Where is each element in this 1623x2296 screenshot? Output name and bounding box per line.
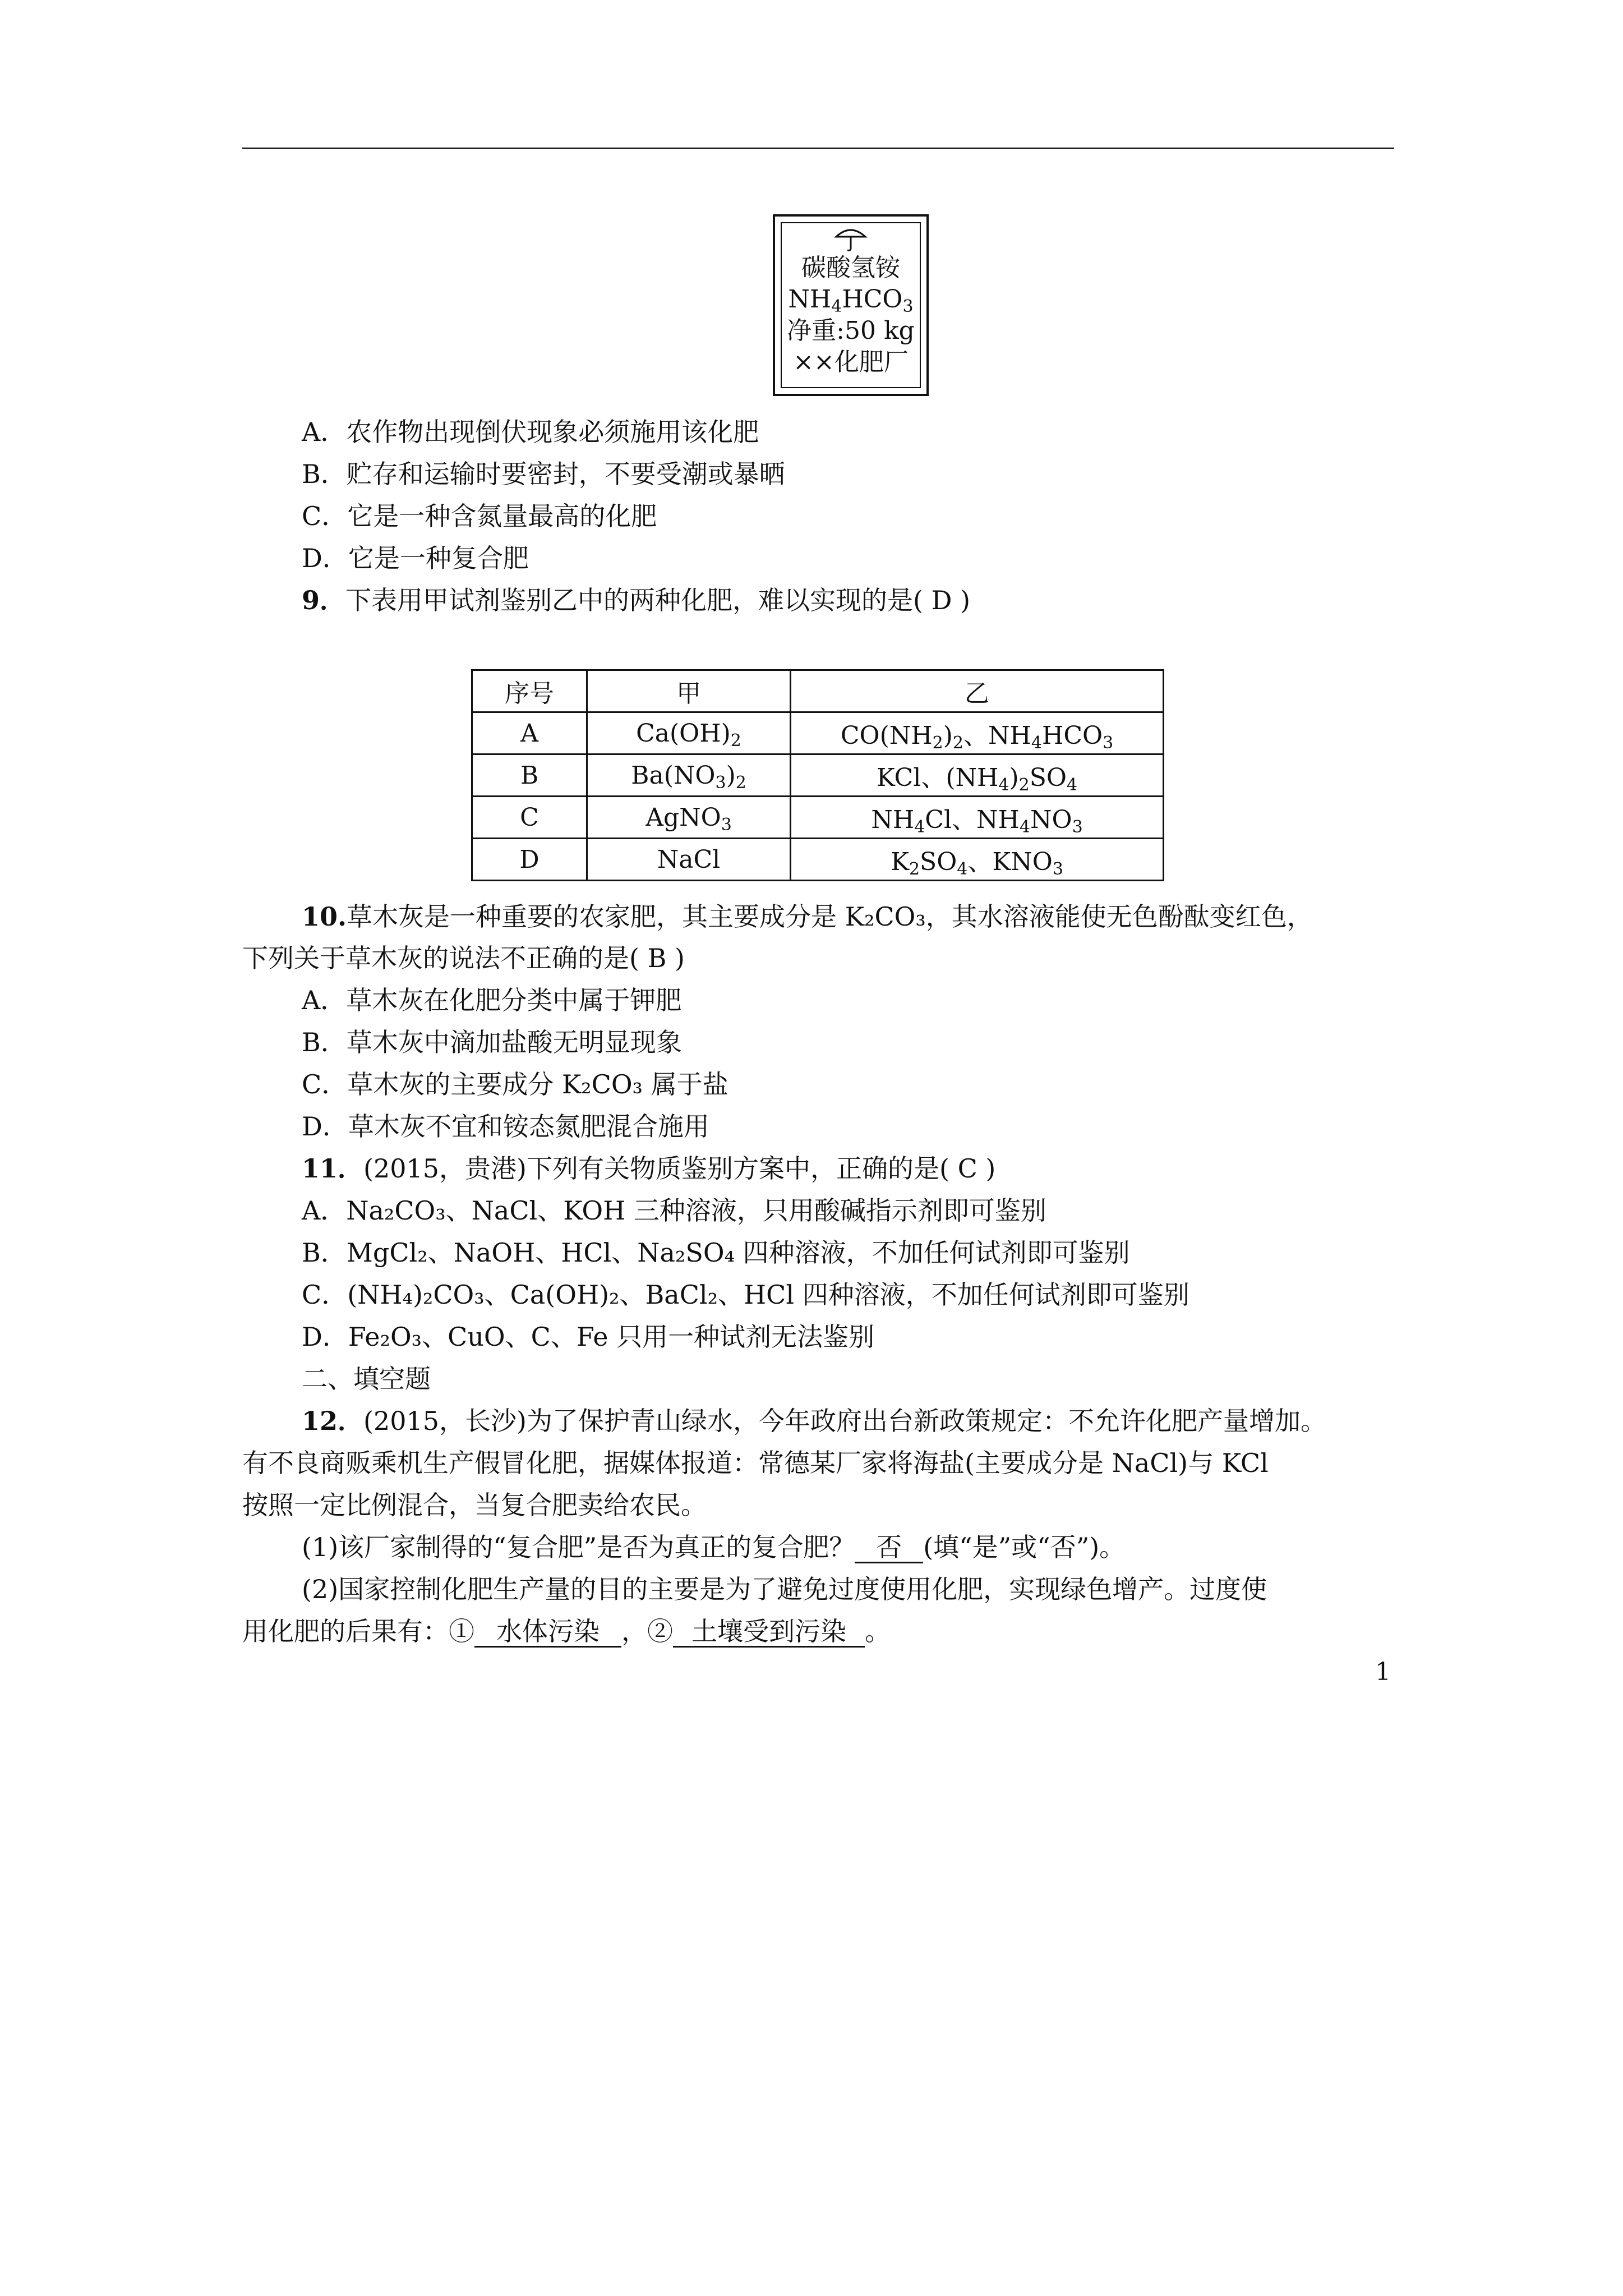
- label-top-weight: 净重:50 kg: [787, 316, 915, 345]
- table-cell: $Ca(OH)_2$: [587, 712, 791, 754]
- q10-line1: 10.草木灰是一种重要的农家肥，其主要成分是 K₂CO₃，其水溶液能使无色酚酞变红色，: [302, 901, 1313, 932]
- q10-option-d: D．草木灰不宜和铵态氮肥混合施用: [302, 1111, 709, 1142]
- q10-line2: 下列关于草木灰的说法不正确的是( B ): [242, 943, 685, 973]
- q9-answer: D: [931, 585, 952, 615]
- table-cell: KCl、$(NH_4)_2SO_4$: [791, 754, 1164, 797]
- q12-line3: 按照一定比例混合，当复合肥卖给农民。: [242, 1490, 707, 1520]
- table-header-cell: 序号: [472, 670, 587, 712]
- q8-option-c: C．它是一种含氮量最高的化肥: [302, 501, 657, 531]
- table-row: [472, 754, 1164, 797]
- q11-option-c: C．(NH₄)₂CO₃、Ca(OH)₂、BaCl₂、HCl 四种溶液，不加任何试剂即可鉴别: [302, 1280, 1189, 1310]
- q11-option-a: A．Na₂CO₃、NaCl、KOH 三种溶液，只用酸碱指示剂即可鉴别: [302, 1195, 1046, 1226]
- table-cell: $NH_4Cl$、$NH_4NO_3$: [791, 797, 1164, 839]
- q11-option-d: D．Fe₂O₃、CuO、C、Fe 只用一种试剂无法鉴别: [302, 1322, 875, 1352]
- table-row: [472, 797, 1164, 839]
- table-cell: $CO(NH_2)_2$、$NH_4HCO_3$: [791, 712, 1164, 754]
- q12-part1: (1)该厂家制得的“复合肥”是否为真正的复合肥？ 否 (填“是”或“否”)。: [302, 1532, 1126, 1562]
- q12-line1: 12．(2015，长沙)为了保护青山绿水，今年政府出台新政策规定：不允许化肥产量增加。: [302, 1406, 1326, 1436]
- table-header-cell: 甲: [587, 670, 791, 712]
- q10-option-c: C．草木灰的主要成分 K₂CO₃ 属于盐: [302, 1069, 728, 1099]
- q10-option-a: A．草木灰在化肥分类中属于钾肥: [302, 985, 682, 1015]
- q12-answer3: 土壤受到污染: [673, 1617, 865, 1648]
- q11-answer: C: [957, 1153, 978, 1184]
- header-rule: [242, 148, 1394, 149]
- fertilizer-label-top: [773, 214, 929, 396]
- umbrella-icon: [775, 217, 926, 252]
- table-row: [472, 712, 1164, 754]
- q12-line2: 有不良商贩乘机生产假冒化肥，据媒体报道：常德某厂家将海盐(主要成分是 NaCl)与 KCl: [242, 1448, 1269, 1478]
- label-top-name: 碳酸氢铵: [801, 254, 900, 282]
- q10-option-b: B．草木灰中滴加盐酸无明显现象: [302, 1027, 682, 1057]
- table-cell: $Ba(NO_3)_2$: [587, 754, 791, 797]
- q12-answer1: 否: [855, 1533, 923, 1563]
- q11-stem: 11．(2015，贵港)下列有关物质鉴别方案中，正确的是( C ): [302, 1153, 996, 1184]
- q8-option-b: B．贮存和运输时要密封，不要受潮或暴晒: [302, 459, 785, 489]
- table-cell: $K_2SO_4$、$KNO_3$: [791, 839, 1164, 881]
- section-heading: 二、填空题: [302, 1364, 431, 1394]
- q12-answer2: 水体污染: [474, 1617, 621, 1648]
- label-top-formula: $NH_4HCO_3$: [788, 285, 914, 316]
- page-number: 1: [1375, 1658, 1391, 1686]
- table-cell: D: [472, 839, 587, 881]
- label-top-factory: ××化肥厂: [793, 348, 909, 376]
- table-header-cell: 乙: [791, 670, 1164, 712]
- table-cell: B: [472, 754, 587, 797]
- q11-option-b: B．MgCl₂、NaOH、HCl、Na₂SO₄ 四种溶液，不加任何试剂即可鉴别: [302, 1237, 1130, 1268]
- q10-answer: B: [647, 943, 667, 973]
- q8-option-a: A．农作物出现倒伏现象必须施用该化肥: [302, 417, 759, 447]
- q12-part2-line2: 用化肥的后果有：① 水体污染 ，② 土壤受到污染 。: [242, 1616, 891, 1646]
- table-cell: A: [472, 712, 587, 754]
- q9-table: [471, 669, 1164, 881]
- q8-option-d: D．它是一种复合肥: [302, 543, 529, 573]
- q9-stem: 9．下表用甲试剂鉴别乙中的两种化肥，难以实现的是( D ): [302, 585, 971, 615]
- table-header-row: [472, 670, 1164, 712]
- table-cell: NaCl: [587, 839, 791, 881]
- table-cell: AgNO$_3$: [587, 797, 791, 839]
- table-cell: C: [472, 797, 587, 839]
- q12-part2-line1: (2)国家控制化肥生产量的目的主要是为了避免过度使用化肥，实现绿色增产。过度使: [302, 1574, 1267, 1604]
- table-row: [472, 839, 1164, 881]
